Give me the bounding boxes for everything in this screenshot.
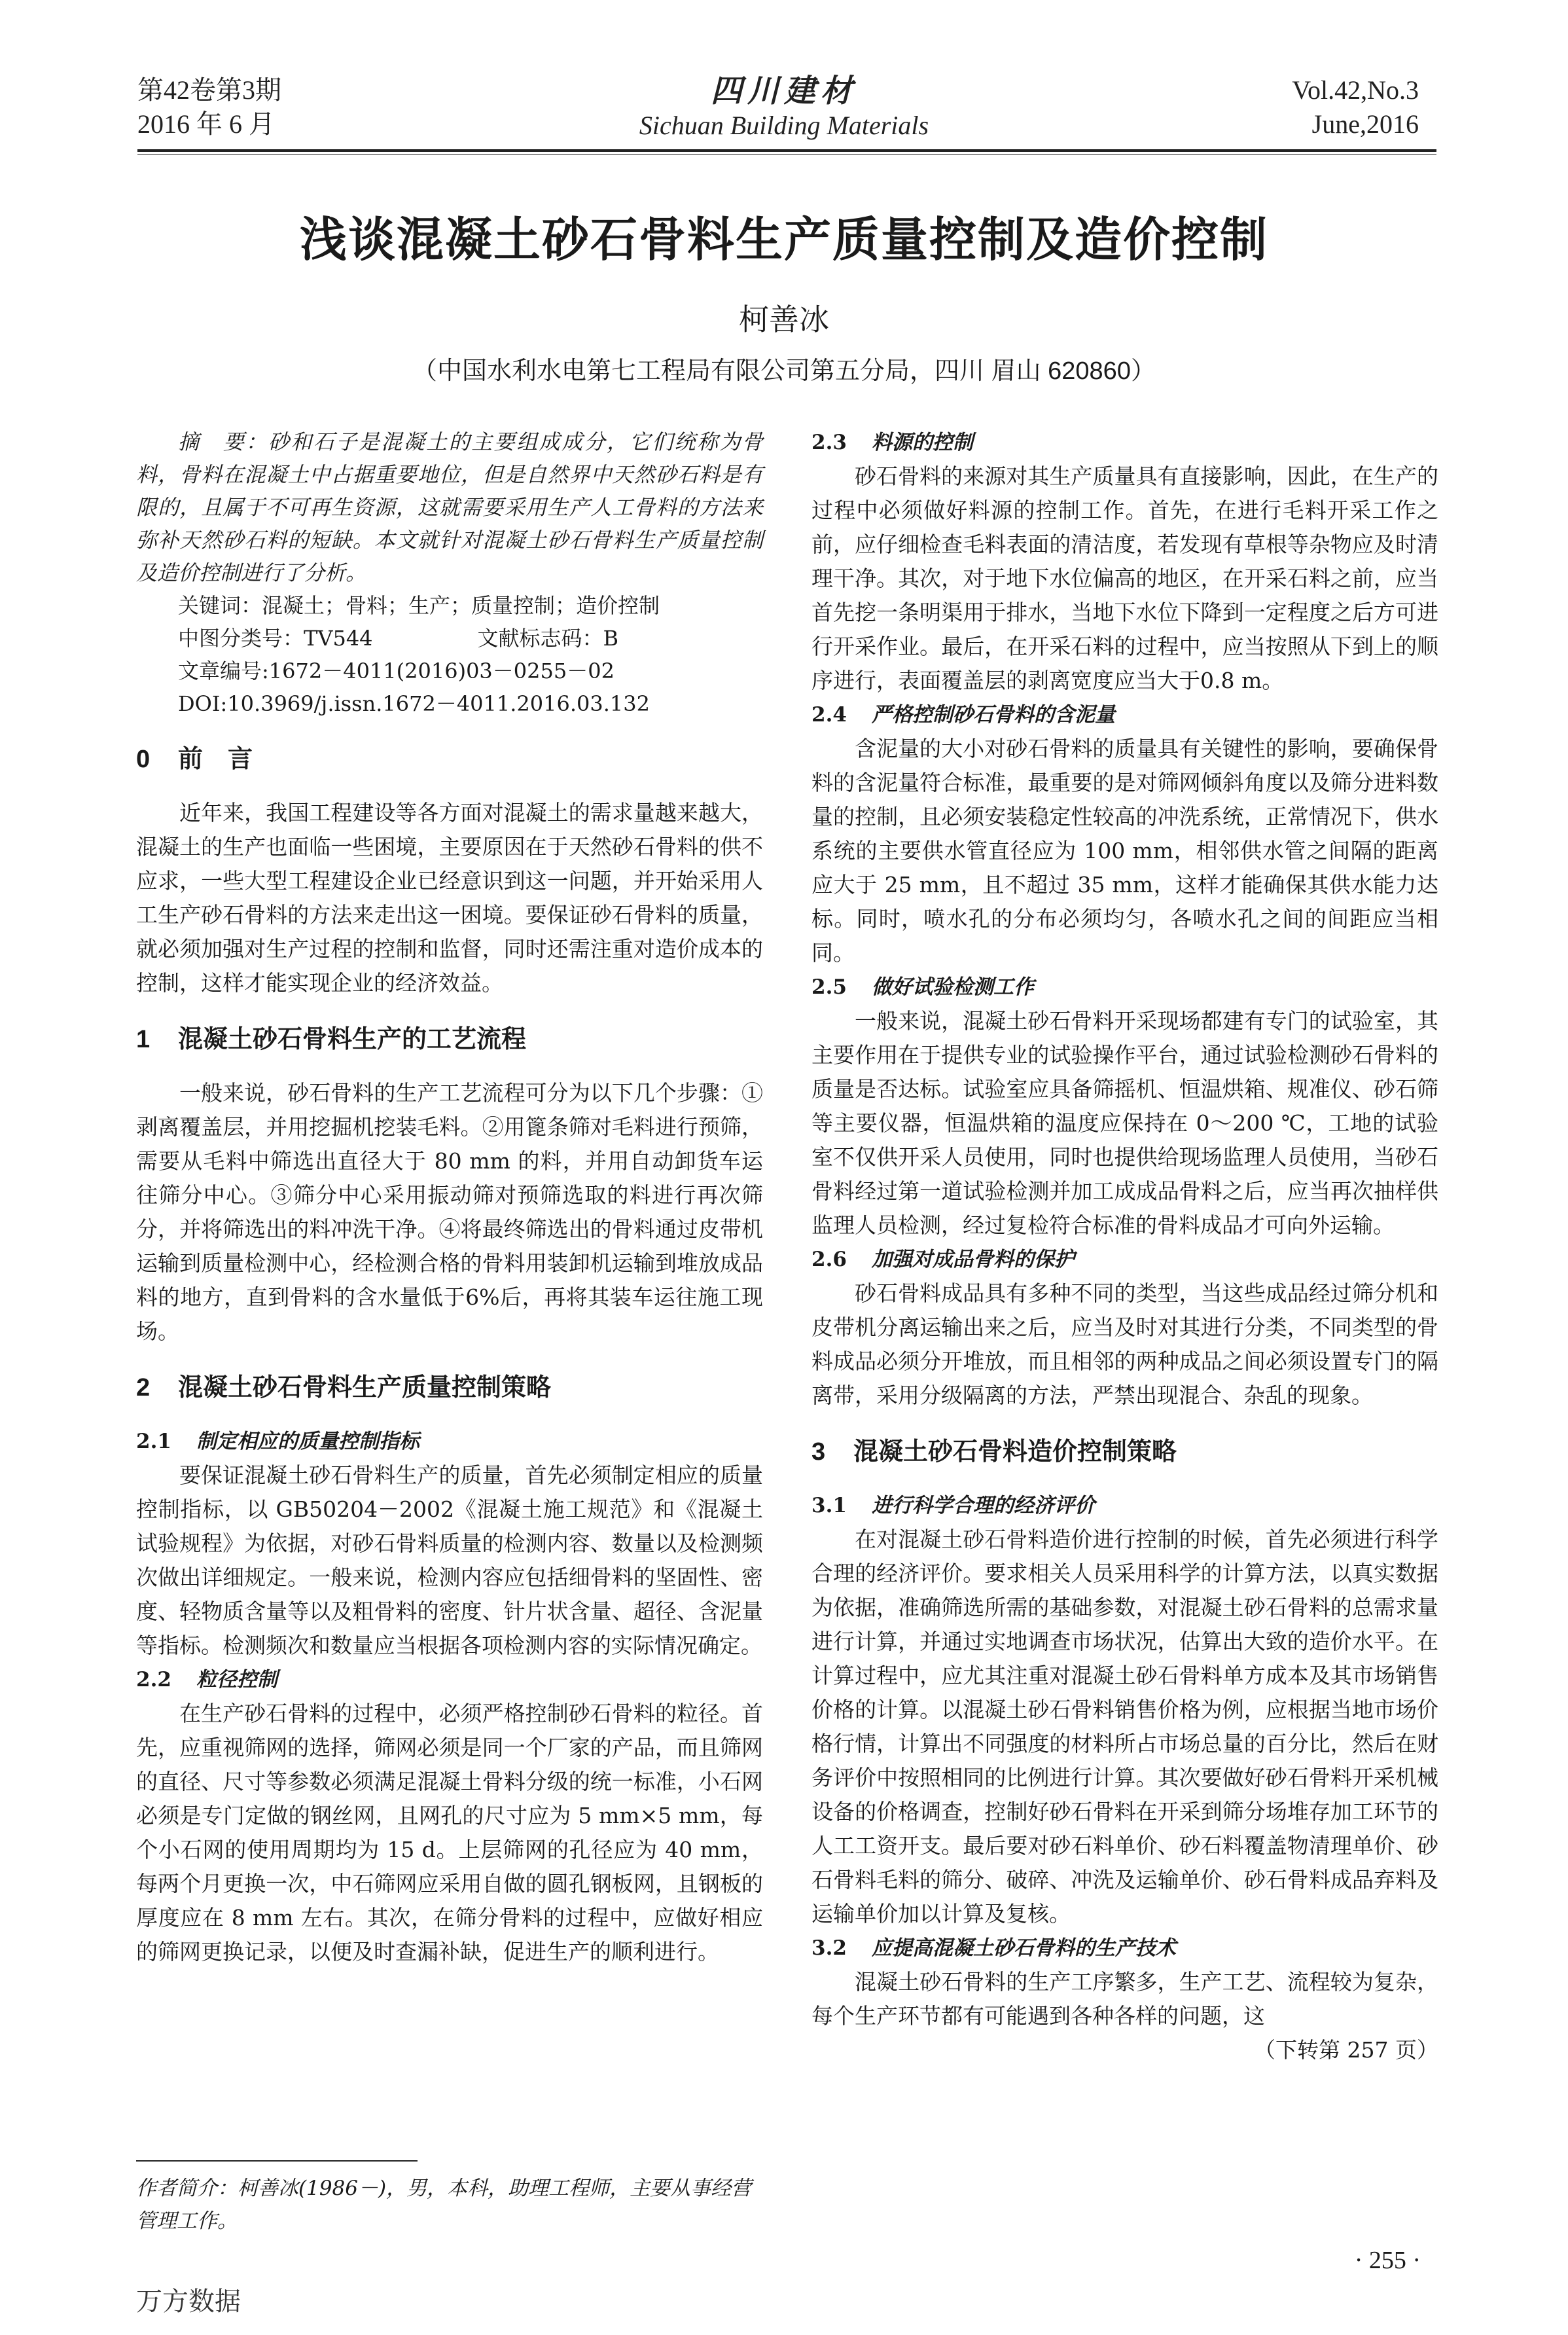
subsection-title: 粒径控制 (196, 1668, 277, 1692)
abstract: 摘 要：砂和石子是混凝土的主要组成成分，它们统称为骨料，骨料在混凝土中占据重要地位，但是自然界中天然砂石料是有限的，且属于不可再生资源，这就需要采用生产人工骨料的方法来弥补天然砂石料的短缺。本文就针对混凝土砂石骨料生产质量控制及造价控制进行了分析。 (136, 429, 763, 585)
section-number: 0 (136, 746, 151, 773)
section-title: 混凝土砂石骨料生产的工艺流程 (178, 1026, 527, 1053)
section-number: 2 (136, 1374, 151, 1402)
subsection-title: 料源的控制 (872, 431, 973, 454)
subsection-title: 加强对成品骨料的保护 (872, 1248, 1075, 1271)
section-heading (136, 1368, 763, 1407)
date-en: June,2016 (1311, 109, 1419, 139)
page-number: · 255 · (1354, 2247, 1421, 2274)
subsection-number: 3.2 (811, 1936, 847, 1960)
paragraph: 在生产砂石骨料的过程中，必须严格控制砂石骨料的粒径。首先，应重视筛网的选择，筛网必须是同一个厂家的产品，而且筛网的直径、尺寸等参数必须满足混凝土骨料分级的统一标准，小石网必须是专门定做的钢丝网，且网孔的尺寸应为 5 mm×5 mm，每个小石网的使用周期均为 15 d。上层筛网的孔径应为 40 mm，每两个月更换一次，中石筛网应采用自做的圆孔钢板网，且钢板的厚度应在 8 mm 左右。其次，在筛分骨料的过程中，应做好相应的筛网更换记录，以便及时查漏补缺，促进生产的顺利进行。 (136, 1701, 763, 1964)
subsection-title: 应提高混凝土砂石骨料的生产技术 (872, 1936, 1176, 1960)
subsection-number: 2.5 (811, 975, 847, 999)
paragraph: 砂石骨料的来源对其生产质量具有直接影响，因此，在生产的过程中必须做好料源的控制工作。首先，在进行毛料开采工作之前，应仔细检查毛料表面的清洁度，若发现有草根等杂物应及时清理干净。其次，对于地下水位偏高的地区，在开采石料之前，应当首先挖一条明渠用于排水，当地下水位下降到一定程度之后方可进行开采作业。最后，在开采石料的过程中，应当按照从下到上的顺序进行，表面覆盖层的剥离宽度应当大于0.8 m。 (811, 463, 1438, 693)
section-heading (136, 1020, 763, 1059)
article-affiliation: （中国水利水电第七工程局有限公司第五分局，四川 眉山 620860） (412, 357, 1156, 385)
volume-issue-en: Vol.42,No.3 (1292, 75, 1419, 105)
subsection-number: 2.6 (811, 1248, 847, 1271)
subsection-number: 2.2 (136, 1668, 171, 1692)
paragraph: 要保证混凝土砂石骨料生产的质量，首先必须制定相应的质量控制指标，以 GB50204－2002《混凝土施工规范》和《混凝土试验规程》为依据，对砂石骨料质量的检测内容、数量以及检测频次做出详细规定。一般来说，检测内容应包括细骨料的坚固性、密度、轻物质含量等以及粗骨料的密度、针片状含量、超径、含泥量等指标。检测频次和数量应当根据各项检测内容的实际情况确定。 (136, 1462, 763, 1658)
subsection-heading (811, 1242, 1438, 1276)
document-code: 文献标志码：B (477, 626, 619, 651)
paragraph: 在对混凝土砂石骨料造价进行控制的时候，首先必须进行科学合理的经济评价。要求相关人员采用科学的计算方法，以真实数据为依据，准确筛选所需的基础参数，对混凝土砂石骨料的总需求量进行计算，并通过实地调查市场状况，估算出大致的造价水平。在计算过程中，应尤其注重对混凝土砂石骨料单方成本及其市场销售价格的计算。以混凝土砂石骨料销售价格为例，应根据当地市场价格行情，计算出不同强度的材料所占市场总量的百分比，然后在财务评价中按照相同的比例进行计算。其次要做好砂石骨料开采机械设备的价格调查，控制好砂石骨料在开采到筛分场堆存加工环节的人工工资开支。最后要对砂石料单价、砂石料覆盖物清理单价、砂石骨料毛料的筛分、破碎、冲洗及运输单价、砂石骨料成品弃料及运输单价加以计算及复核。 (811, 1527, 1438, 1927)
subsection-number: 3.1 (811, 1494, 847, 1517)
subsection-title: 进行科学合理的经济评价 (872, 1494, 1095, 1517)
paragraph: 一般来说，砂石骨料的生产工艺流程可分为以下几个步骤：①剥离覆盖层，并用挖掘机挖装毛料。②用篦条筛对毛料进行预筛，需要从毛料中筛选出直径大于 80 mm 的料，并用自动卸货车运往筛分中心。③筛分中心采用振动筛对预筛选取的料进行再次筛分，并将筛选出的料冲洗干净。④将最终筛选出的骨料通过皮带机运输到质量检测中心，经检测合格的骨料用装卸机运输到堆放成品料的地方，直到骨料的含水量低于6%后，再将其装车运往施工现场。 (136, 1080, 763, 1344)
subsection-heading (136, 1663, 763, 1697)
subsection-title: 严格控制砂石骨料的含泥量 (872, 703, 1115, 727)
header-rule-thin (137, 154, 1436, 155)
article-author: 柯善冰 (739, 302, 829, 337)
subsection-title: 做好试验检测工作 (872, 975, 1034, 999)
subsection-heading (811, 425, 1438, 460)
paragraph: 一般来说，混凝土砂石骨料开采现场都建有专门的试验室，其主要作用在于提供专业的试验操作平台，通过试验检测砂石骨料的质量是否达标。试验室应具备筛摇机、恒温烘箱、规准仪、砂石筛等主要仪器，恒温烘箱的温度应保持在 0～200 ℃，工地的试验室不仅供开采人员使用，同时也提供给现场监理人员使用，当砂石骨料经过第一道试验检测并加工成成品骨料之后，应当再次抽样供监理人员检测，经过复检符合标准的骨料成品才可向外运输。 (811, 1008, 1438, 1238)
section-title: 混凝土砂石骨料生产质量控制策略 (178, 1374, 552, 1402)
journal-logo-cn: 四川建材 (710, 74, 857, 109)
paragraph: 含泥量的大小对砂石骨料的质量具有关键性的影响，要确保骨料的含泥量符合标准，最重要的是对筛网倾斜角度以及筛分进料数量的控制，且必须安装稳定性较高的冲洗系统，正常情况下，供水系统的主要供水管直径应为 100 mm，相邻供水管之间隔的距离应大于 25 mm，且不超过 35 mm，这样才能确保其供水能力达标。同时，喷水孔的分布必须均匀，各喷水孔之间的间距应当相同。 (811, 736, 1438, 966)
section-heading (136, 740, 763, 779)
article-title: 浅谈混凝土砂石骨料生产质量控制及造价控制 (299, 211, 1268, 267)
author-footnote: 作者简介：柯善冰(1986－)，男，本科，助理工程师，主要从事经营管理工作。 (136, 2177, 752, 2233)
volume-issue-cn: 第42卷第3期 (137, 75, 281, 105)
subsection-heading (811, 698, 1438, 732)
section-title: 前 言 (178, 746, 253, 773)
subsection-heading (811, 1489, 1438, 1523)
section-number: 3 (811, 1438, 826, 1466)
subsection-heading (811, 1931, 1438, 1965)
subsection-heading (811, 970, 1438, 1004)
header-rule (137, 149, 1436, 152)
section-number: 1 (136, 1026, 151, 1053)
subsection-title: 制定相应的质量控制指标 (196, 1430, 419, 1453)
paragraph: 砂石骨料成品具有多种不同的类型，当这些成品经过筛分机和皮带机分离运输出来之后，应当及时对其进行分类，不同类型的骨料成品必须分开堆放，而且相邻的两种成品之间必须设置专门的隔离带，采用分级隔离的方法，严禁出现混合、杂乱的现象。 (811, 1280, 1438, 1408)
subsection-heading (136, 1424, 763, 1458)
subsection-number: 2.3 (811, 431, 847, 454)
classification-line (136, 622, 763, 655)
section-title: 混凝土砂石骨料造价控制策略 (853, 1438, 1177, 1466)
keywords: 关键词：混凝土；骨料；生产；质量控制；造价控制 (178, 593, 660, 618)
left-column (136, 425, 763, 1969)
paragraph: 混凝土砂石骨料的生产工序繁多，生产工艺、流程较为复杂，每个生产环节都有可能遇到各种各样的问题，这 (811, 1969, 1438, 2029)
article-number: 文章编号:1672－4011(2016)03－0255－02 (178, 659, 615, 683)
footnote-rule (136, 2160, 418, 2162)
journal-name-en: Sichuan Building Materials (639, 111, 929, 140)
section-heading (811, 1432, 1438, 1472)
watermark-text: 万方数据 (136, 2287, 241, 2317)
subsection-number: 2.1 (136, 1430, 171, 1453)
subsection-number: 2.4 (811, 703, 847, 727)
clc-number: 中图分类号：TV544 (178, 626, 373, 651)
date-cn: 2016 年 6 月 (137, 109, 275, 139)
running-header-right (1292, 73, 1419, 141)
right-column (811, 425, 1438, 2067)
continued-note: （下转第 257 页） (1254, 2037, 1438, 2063)
doi: DOI:10.3969/j.issn.1672－4011.2016.03.132 (178, 691, 650, 716)
paragraph: 近年来，我国工程建设等各方面对混凝土的需求量越来越大，混凝土的生产也面临一些困境，主要原因在于天然砂石骨料的供不应求，一些大型工程建设企业已经意识到这一问题，并开始采用人工生产砂石骨料的方法来走出这一困境。要保证砂石骨料的质量，就必须加强对生产过程的控制和监督，同时还需注重对造价成本的控制，这样才能实现企业的经济效益。 (136, 800, 763, 996)
